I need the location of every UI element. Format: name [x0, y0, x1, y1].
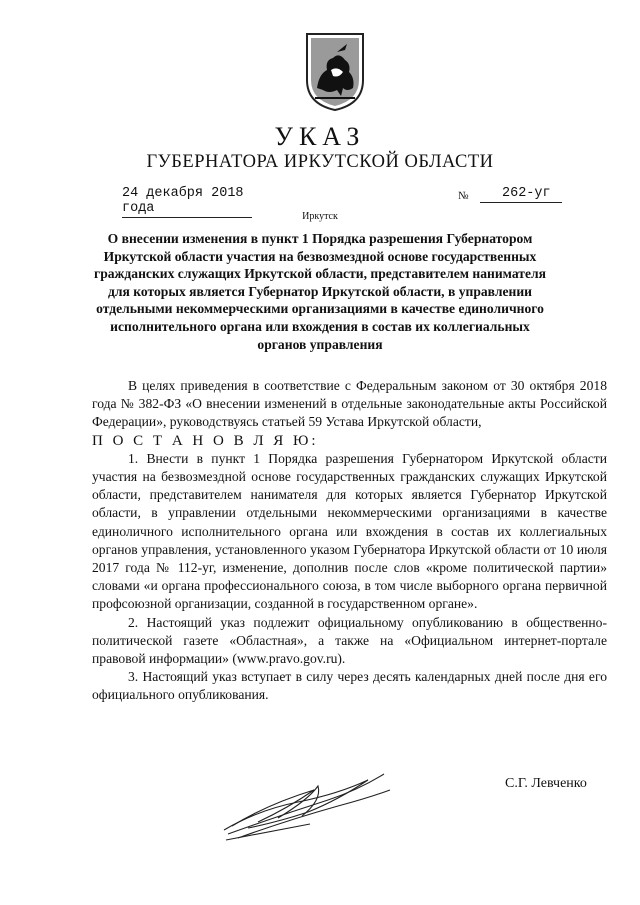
item-2-paragraph: 2. Настоящий указ подлежит официальному опубликованию в общественно-политической газете «Областная», а также на «Официальном интернет-портале правовой информации» (www.pravo.gov.ru).: [92, 614, 607, 667]
city: Иркутск: [302, 211, 338, 222]
document-body: [92, 377, 607, 705]
coat-of-arms-icon: [303, 30, 367, 112]
resolve-line: П О С Т А Н О В Л Я Ю:: [92, 432, 319, 449]
signature-icon: [218, 760, 398, 850]
document-number: 262-уг: [480, 186, 562, 203]
preamble-paragraph: В целях приведения в соответствие с Федеральным законом от 30 октября 2018 года № 382-ФЗ «О внесении изменений в отдельные законодательные акты Российской Федерации», руководствуясь статьей 59 Устава Иркутской области,: [92, 378, 607, 430]
signer-name: С.Г. Левченко: [505, 776, 587, 791]
document-heading: О внесении изменения в пункт 1 Порядка разрешения Губернатором Иркутской области участия на безвозмездной основе государственных гражданских служащих Иркутской области, представителем нанимателя для которых является Губернатор Иркутской области, в управлении отдельными некоммерческими организациями в качестве единоличного исполнительного органа или вхождения в состав их коллегиальных органов управления: [94, 231, 546, 352]
item-1-paragraph: 1. Внести в пункт 1 Порядка разрешения Губернатором Иркутской области участия на безвозмездной основе государственных гражданских служащих Иркутской области, представителем нанимателя для которых является Губернатор Иркутской области, в управлении отдельными некоммерческими организациями в качестве единоличного исполнительного органа или вхождения в состав их коллегиальных органов управления, установленного указом Губернатора Иркутской области от 10 июля 2017 года № 112-уг, изменение, дополнив после слов «кроме политической партии» словами «и органа профессионального союза, в том числе выборного органа первичной профсоюзной организации, созданной в государственном органе».: [92, 450, 607, 612]
document-type: УКАЗ: [274, 122, 366, 151]
item-3-paragraph: 3. Настоящий указ вступает в силу через десять календарных дней после дня его официального опубликования.: [92, 669, 607, 703]
issuer-title: ГУБЕРНАТОРА ИРКУТСКОЙ ОБЛАСТИ: [146, 152, 494, 172]
number-label: №: [458, 190, 469, 202]
document-date: 24 декабря 2018 года: [122, 186, 252, 218]
